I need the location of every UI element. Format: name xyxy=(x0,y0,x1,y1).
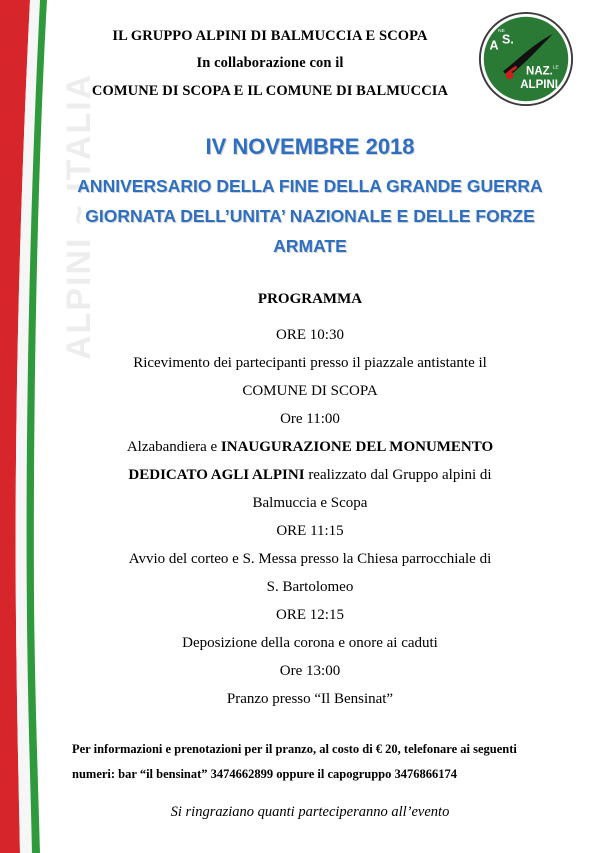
organizer-line: IL GRUPPO ALPINI DI BALMUCCIA E SCOPA xyxy=(112,28,428,44)
schedule-text-4: Deposizione della corona e onore ai caduti xyxy=(182,635,438,651)
schedule-text-2a xyxy=(60,439,560,456)
logo-alpini: ALPINI xyxy=(520,78,558,91)
booking-info-line-1: Per informazioni e prenotazioni per il pranzo, al costo di € 20, telefonare ai seguenti xyxy=(72,742,517,756)
logo-letters-s: S. xyxy=(502,32,514,47)
schedule-text-2c: Balmuccia e Scopa xyxy=(252,495,368,511)
schedule-time-5: Ore 13:00 xyxy=(279,663,341,679)
logo-le: LE xyxy=(552,65,559,71)
inauguration-text: INAUGURAZIONE DEL MONUMENTO xyxy=(220,439,494,455)
background-watermark: ALPINI ~ ITALIA xyxy=(60,72,98,360)
collaboration-line: In collaborazione con il xyxy=(196,55,344,71)
booking-info xyxy=(72,737,562,787)
schedule-time-1: ORE 10:30 xyxy=(276,327,344,343)
schedule-time-2: Ore 11:00 xyxy=(280,411,340,427)
monument-dedication-text: DEDICATO AGLI ALPINI xyxy=(128,467,305,483)
schedule-text-1a: Ricevimento dei partecipanti presso il piazzale antistante il xyxy=(133,355,487,371)
booking-info-line-2: numeri: bar “il bensinat” 3474662899 oppure il capogruppo 3476866174 xyxy=(72,767,457,781)
logo-letter-a: A xyxy=(489,38,499,53)
anniversary-title: ANNIVERSARIO DELLA FINE DELLA GRANDE GUERRA xyxy=(77,176,543,196)
schedule-text-2b xyxy=(60,467,560,484)
ana-alpini-logo xyxy=(478,11,574,107)
flag-raising-text: Alzabandiera e xyxy=(126,439,221,455)
realized-by-text: realizzato dal Gruppo alpini di xyxy=(304,467,492,483)
armed-forces-title: ARMATE xyxy=(273,236,347,256)
schedule-time-4: ORE 12:15 xyxy=(276,607,344,623)
schedule-text-1b: COMUNE DI SCOPA xyxy=(242,383,378,399)
thanks-note: Si ringraziano quanti parteciperanno all’evento xyxy=(170,804,450,820)
logo-naz: NAZ. xyxy=(526,65,553,78)
schedule-text-3b: S. Bartolomeo xyxy=(266,579,354,595)
national-unity-title: GIORNATA DELL’UNITA’ NAZIONALE E DELLE FORZE xyxy=(85,206,535,226)
schedule-text-5: Pranzo presso “Il Bensinat” xyxy=(226,691,394,707)
municipalities-line: COMUNE DI SCOPA E IL COMUNE DI BALMUCCIA xyxy=(91,83,449,99)
schedule-text-3a: Avvio del corteo e S. Messa presso la Chiesa parrocchiale di xyxy=(128,551,492,567)
program-heading: PROGRAMMA xyxy=(257,291,363,307)
schedule-time-3: ORE 11:15 xyxy=(276,523,344,539)
logo-ne: NE xyxy=(498,29,505,35)
event-date-title: IV NOVEMBRE 2018 xyxy=(205,134,415,159)
